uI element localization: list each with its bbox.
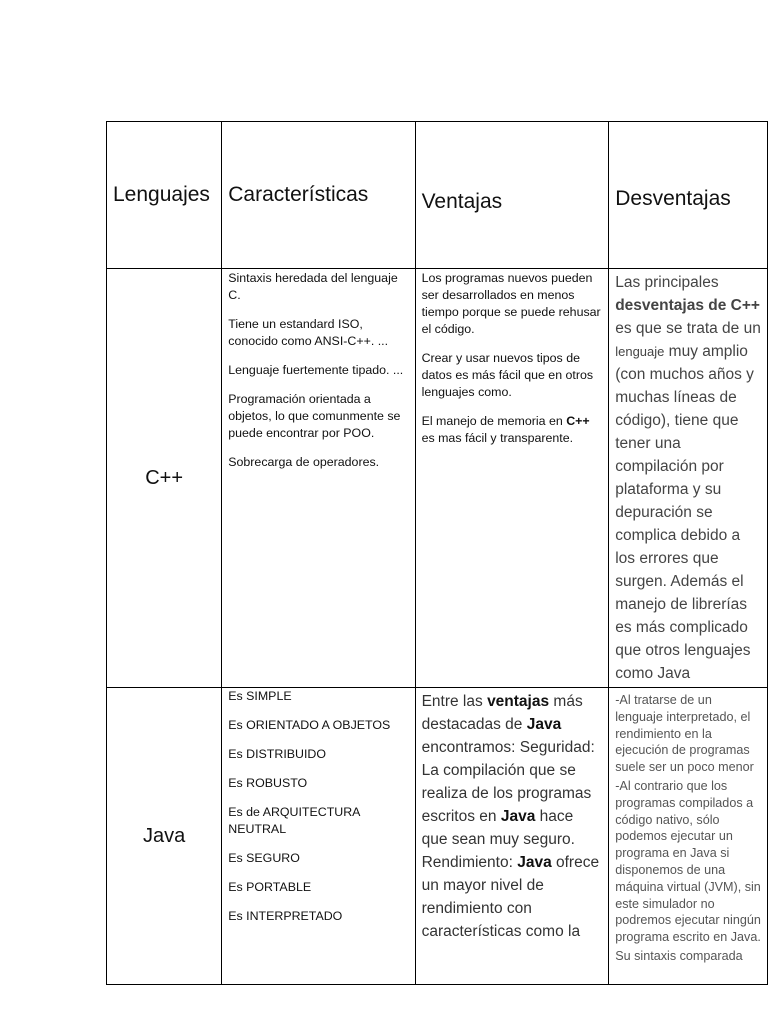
cpp-caracteristica: Tiene un estandard ISO, conocido como ANSI-C++. ... [228, 317, 389, 348]
header-cell-lenguajes [107, 122, 222, 269]
cpp-ventaja [422, 413, 603, 447]
bold-run: Java [517, 854, 552, 871]
text-run: Las principales [615, 274, 719, 291]
text-run: El manejo de memoria en [421, 414, 567, 428]
cpp-ventaja: Los programas nuevos pueden ser desarrollados en menos tiempo porque se puede rehusar el código. [421, 271, 601, 336]
java-caracteristica: Es DISTRIBUIDO [228, 747, 327, 761]
table-row-cpp [107, 269, 768, 688]
cpp-caracteristicas-cell [222, 269, 415, 688]
text-run: más destacadas de [421, 693, 583, 733]
header-lenguajes: Lenguajes [113, 183, 210, 206]
java-desventaja: -Al tratarse de un lenguaje interpretado, el rendimiento en la ejecución de programas suele ser un poco menor [615, 693, 754, 775]
header-desventajas: Desventajas [615, 187, 731, 210]
bold-run: ventajas [487, 693, 550, 710]
text-run: hace que sean muy seguro. Rendimiento: [421, 808, 575, 871]
header-ventajas: Ventajas [421, 190, 503, 213]
java-desventaja: -Al contrario que los programas compilados a código nativo, sólo podemos ejecutar un programa en Java si disponemos de una máquina virtual (JVM), sin este simulador no podremos ejecutar ningún programa escrito en Java. [615, 778, 761, 945]
lang-cell-java [107, 688, 222, 985]
lang-name-java: Java [143, 824, 186, 847]
text-run: Entre las [421, 693, 488, 710]
cpp-caracteristica: Sintaxis heredada del lenguaje C. [228, 271, 398, 302]
header-cell-caracteristicas [222, 122, 415, 269]
text-run: es que se trata de un [615, 320, 761, 337]
java-ventajas-cell [415, 688, 609, 985]
java-caracteristica: Es PORTABLE [228, 880, 312, 894]
cpp-caracteristica: Programación orientada a objetos, lo que comunmente se puede encontrar por POO. [228, 392, 401, 440]
java-desventajas-cell [609, 688, 768, 985]
java-caracteristica: Es ROBUSTO [228, 776, 308, 790]
bold-run: C++ [566, 414, 590, 428]
header-caracteristicas: Características [228, 183, 369, 206]
text-run: es mas fácil y transparente. [421, 431, 574, 445]
small-run: lenguaje [615, 344, 665, 359]
cpp-ventajas-cell [415, 269, 609, 688]
header-cell-ventajas [415, 122, 609, 269]
header-cell-desventajas [609, 122, 768, 269]
cpp-caracteristica: Lenguaje fuertemente tipado. ... [228, 363, 404, 377]
java-caracteristica: Es ORIENTADO A OBJETOS [228, 718, 391, 732]
java-caracteristica: Es SEGURO [228, 851, 300, 865]
cpp-ventaja: Crear y usar nuevos tipos de datos es más fácil que en otros lenguajes como. [421, 351, 594, 399]
text-run: encontramos: Seguridad: La compilación que se realiza de los programas escritos en [421, 739, 595, 825]
bold-run: Java [500, 808, 536, 825]
bold-run: desventajas de C++ [615, 297, 760, 314]
text-run: ofrece un mayor nivel de rendimiento con características como la [421, 854, 600, 940]
java-caracteristica: Es SIMPLE [228, 689, 292, 703]
text-run: muy amplio (con muchos años y muchas líneas de código), tiene que tener una compilación por plataforma y su depuración se complica debido a los errores que surgen. Además el manejo de librerías es más complicado que otros lenguajes como Java [615, 343, 754, 682]
cpp-caracteristica: Sobrecarga de operadores. [228, 455, 380, 469]
bold-run: Java [526, 716, 562, 733]
java-caracteristica: Es INTERPRETADO [228, 909, 343, 923]
java-desventaja: Su sintaxis comparada [615, 948, 743, 963]
lang-cell-cpp [107, 269, 222, 688]
java-caracteristica: Es de ARQUITECTURA NEUTRAL [228, 805, 360, 836]
cpp-desventajas-cell [609, 269, 768, 688]
table-row-java [107, 688, 768, 985]
java-caracteristicas-cell [222, 688, 415, 985]
lang-name-cpp: C++ [145, 466, 184, 489]
header-row [107, 122, 768, 269]
comparison-table [106, 121, 768, 985]
